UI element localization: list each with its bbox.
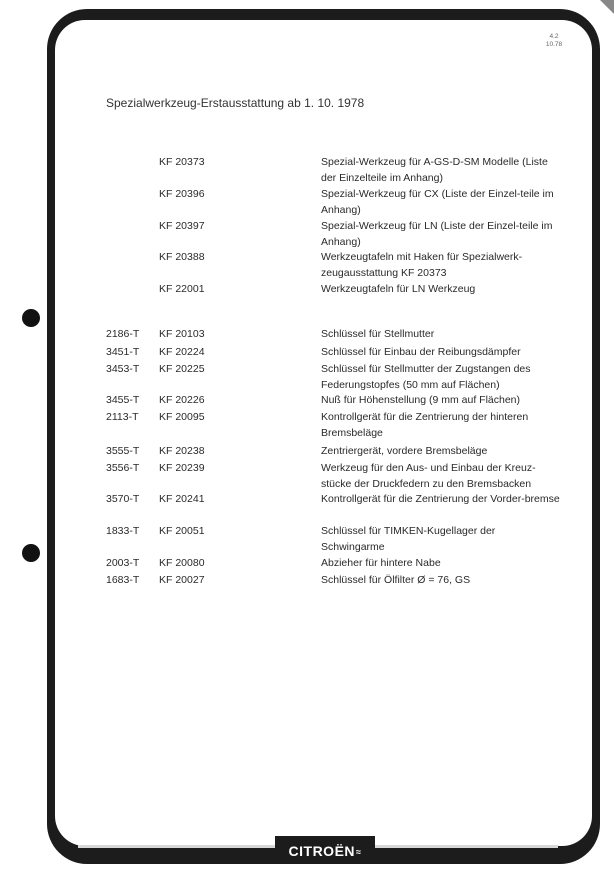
tool-number: 3555-T bbox=[106, 445, 140, 457]
tool-number: 3570-T bbox=[106, 493, 140, 505]
tool-description: Schlüssel für Ölfilter Ø = 76, GS bbox=[321, 574, 471, 586]
kf-number: KF 22001 bbox=[159, 283, 205, 295]
tool-number: 3556-T bbox=[106, 462, 140, 474]
tool-description: Werkzeug für den Aus- und Einbau der Kreuz-stücke der Druckfedern zu den Bremsbacken bbox=[321, 462, 536, 490]
chevron-logo-icon: ≈ bbox=[356, 847, 362, 857]
kf-number: KF 20226 bbox=[159, 394, 205, 406]
tool-description: Werkzeugtafeln mit Haken für Spezialwerk-zeugausstattung KF 20373 bbox=[321, 251, 523, 279]
kf-number: KF 20103 bbox=[159, 328, 205, 340]
kf-number: KF 20241 bbox=[159, 493, 205, 505]
kf-number: KF 20027 bbox=[159, 574, 205, 586]
kf-number: KF 20080 bbox=[159, 557, 205, 569]
tool-description: Schlüssel für Stellmutter bbox=[321, 328, 435, 340]
tool-description: Werkzeugtafeln für LN Werkzeug bbox=[321, 283, 476, 295]
kf-number: KF 20095 bbox=[159, 411, 205, 423]
punch-hole-top bbox=[22, 309, 40, 327]
kf-number: KF 20051 bbox=[159, 525, 205, 537]
tool-number: 3453-T bbox=[106, 363, 140, 375]
page-corner-mark bbox=[600, 0, 614, 14]
tool-description: Spezial-Werkzeug für CX (Liste der Einzel-teile im Anhang) bbox=[321, 188, 554, 216]
kf-number: KF 20388 bbox=[159, 251, 205, 263]
kf-number: KF 20238 bbox=[159, 445, 205, 457]
tool-number: 3455-T bbox=[106, 394, 140, 406]
tool-number: 1833-T bbox=[106, 525, 140, 537]
tool-description: Schlüssel für Stellmutter der Zugstangen des Federungstopfes (50 mm auf Flächen) bbox=[321, 363, 531, 391]
kf-number: KF 20397 bbox=[159, 220, 205, 232]
tool-description: Spezial-Werkzeug für LN (Liste der Einzel-teile im Anhang) bbox=[321, 220, 553, 248]
tool-number: 2113-T bbox=[106, 411, 139, 423]
kf-number: KF 20225 bbox=[159, 363, 205, 375]
tool-description: Abzieher für hintere Nabe bbox=[321, 557, 441, 569]
document-title: Spezialwerkzeug-Erstausstattung ab 1. 10. 1978 bbox=[106, 96, 365, 110]
page-number: 4.2 bbox=[549, 33, 559, 40]
tool-number: 2186-T bbox=[106, 328, 140, 340]
tool-description: Kontrollgerät für die Zentrierung der Vorder-bremse bbox=[321, 493, 560, 505]
kf-number: KF 20373 bbox=[159, 156, 205, 168]
tool-description: Zentriergerät, vordere Bremsbeläge bbox=[321, 445, 488, 457]
brand-logo bbox=[275, 836, 375, 864]
tool-description: Kontrollgerät für die Zentrierung der hinteren Bremsbeläge bbox=[321, 411, 529, 439]
page-date: 10.78 bbox=[545, 41, 563, 48]
kf-number: KF 20396 bbox=[159, 188, 205, 200]
kf-number: KF 20224 bbox=[159, 346, 205, 358]
tool-description: Schlüssel für Einbau der Reibungsdämpfer bbox=[321, 346, 521, 358]
tool-number: 2003-T bbox=[106, 557, 140, 569]
tool-description: Nuß für Höhenstellung (9 mm auf Flächen) bbox=[321, 394, 521, 406]
page-reference bbox=[534, 33, 574, 49]
kf-number: KF 20239 bbox=[159, 462, 205, 474]
tool-number: 3451-T bbox=[106, 346, 140, 358]
punch-hole-bottom bbox=[22, 544, 40, 562]
brand-name: CITROËN bbox=[288, 843, 356, 859]
tool-description: Schlüssel für TIMKEN-Kugellager der Schwingarme bbox=[321, 525, 496, 553]
tool-description: Spezial-Werkzeug für A-GS-D-SM Modelle (Liste der Einzelteile im Anhang) bbox=[321, 156, 548, 184]
tool-number: 1683-T bbox=[106, 574, 140, 586]
